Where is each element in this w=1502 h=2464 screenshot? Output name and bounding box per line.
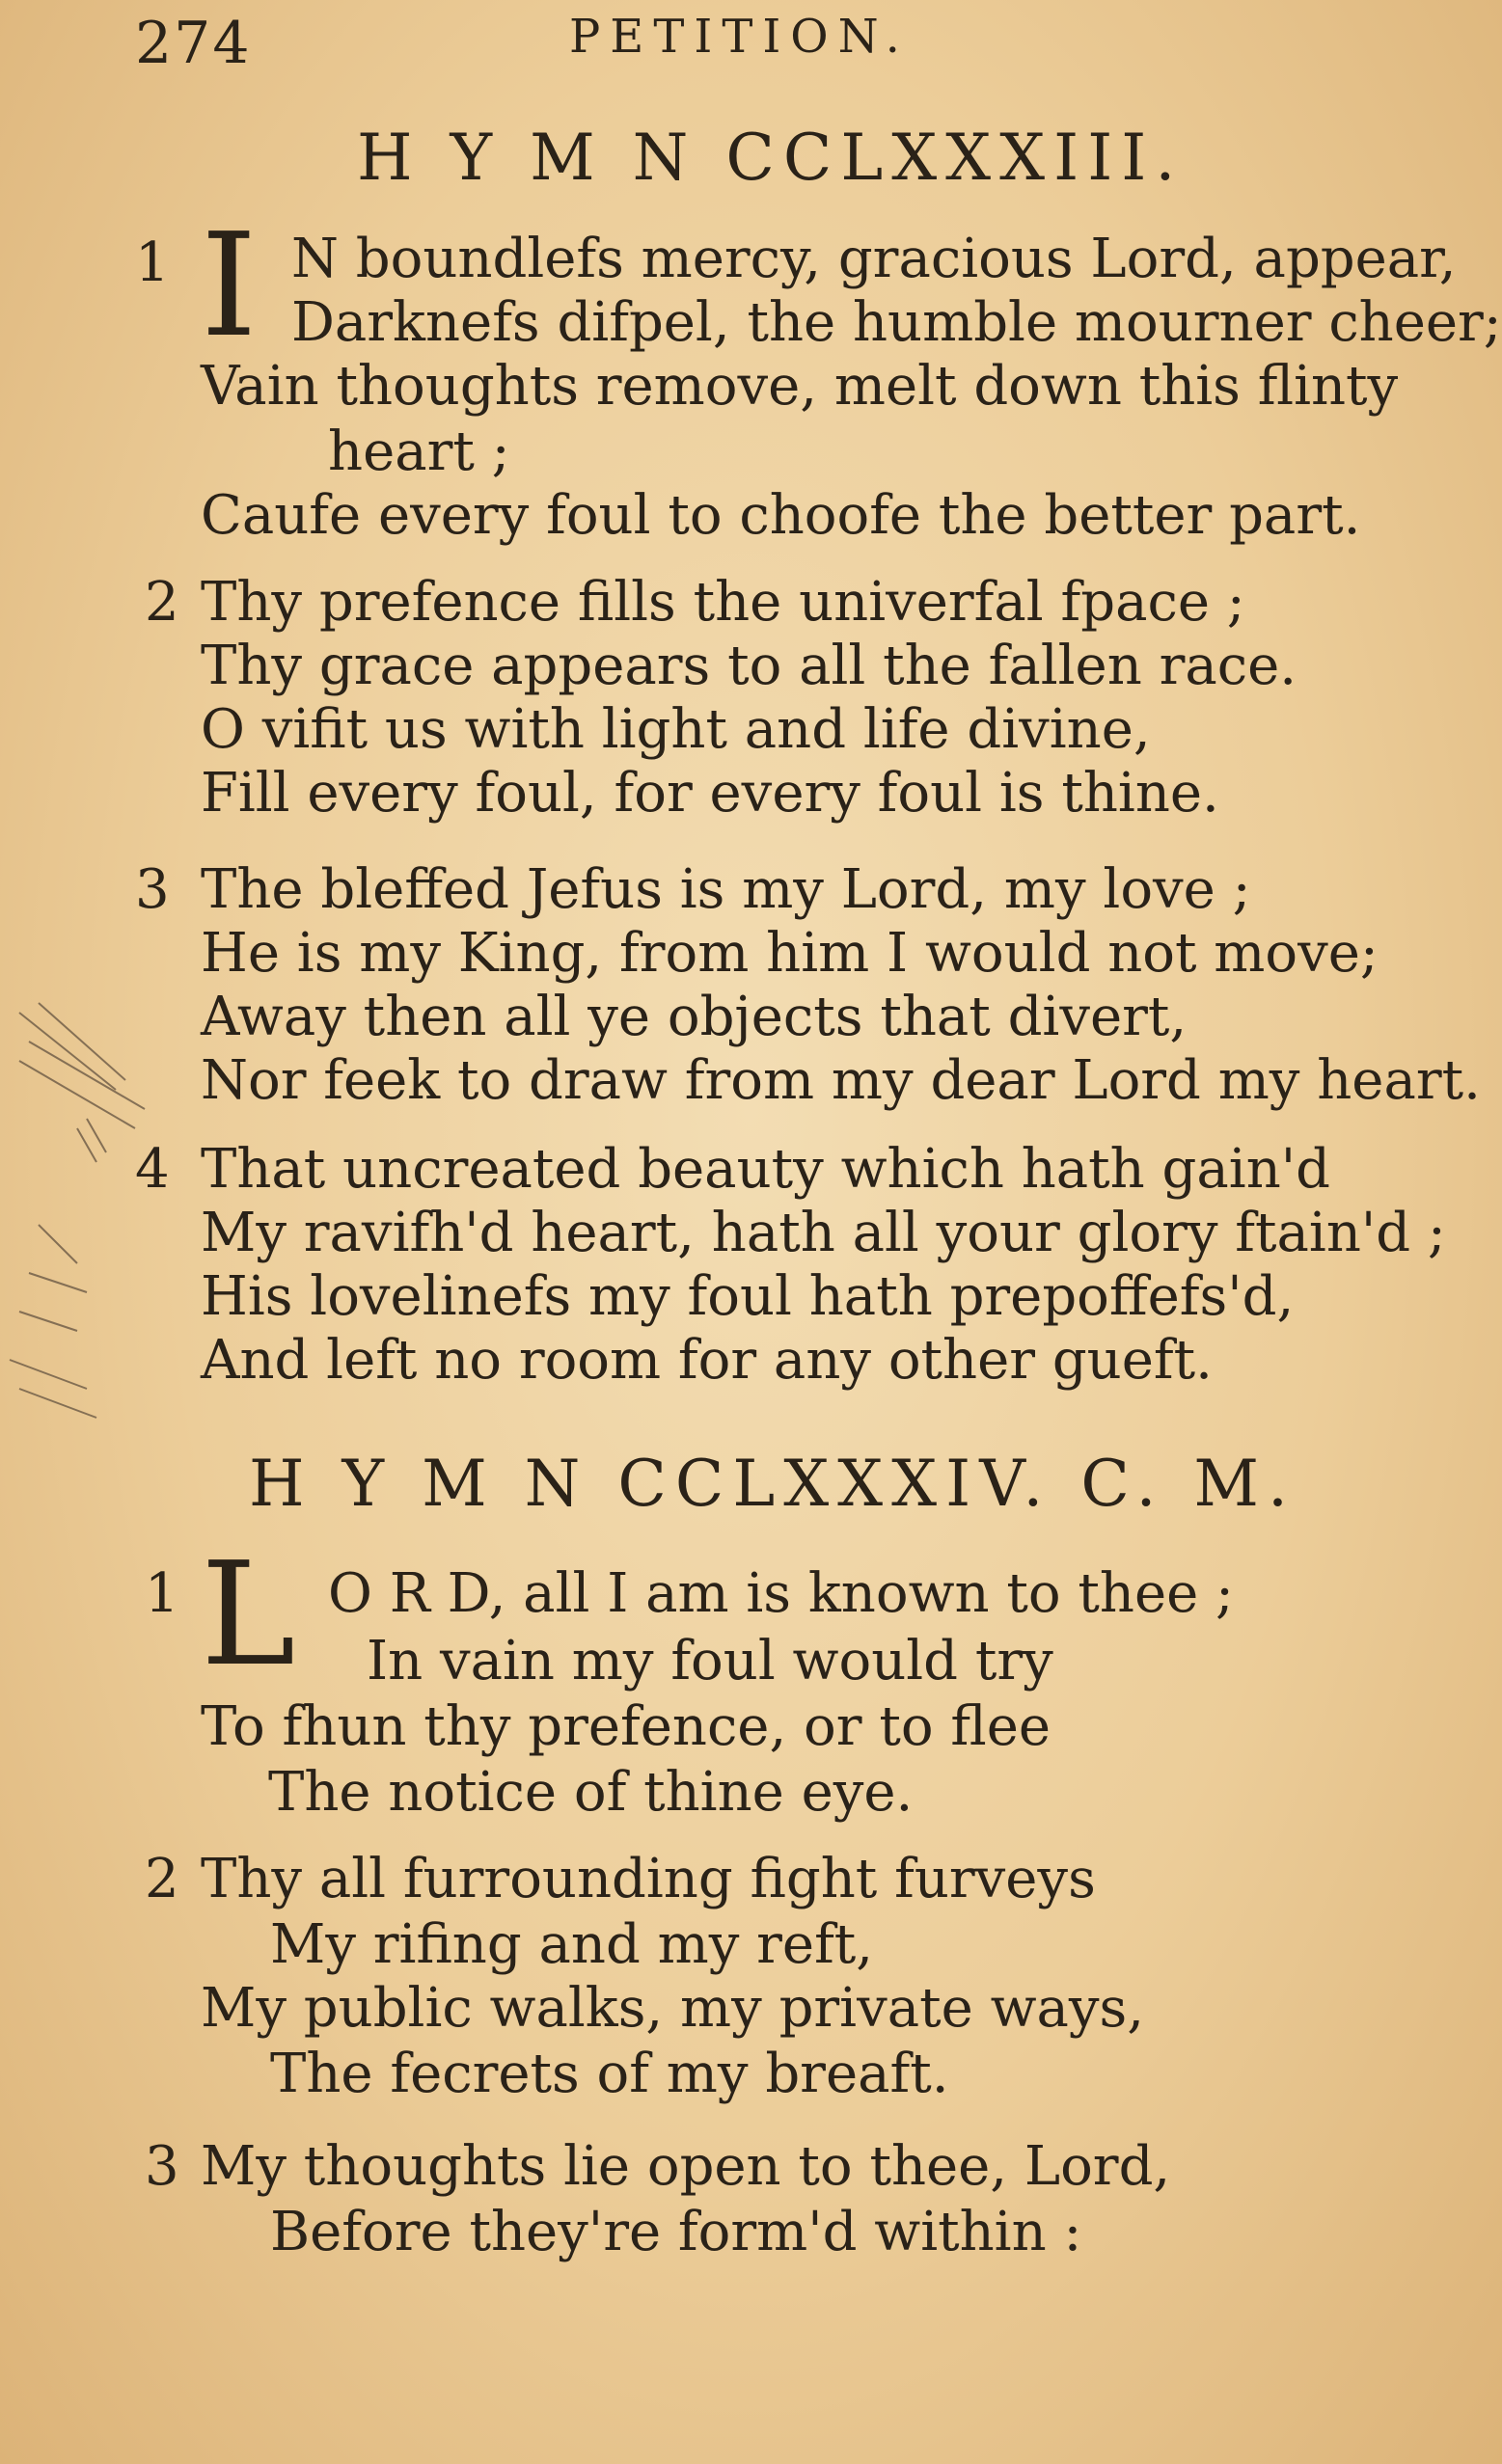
verse-number: 3 — [135, 858, 170, 921]
verse-line: heart ; — [328, 420, 510, 483]
drop-cap: I — [201, 203, 258, 368]
verse-number: 2 — [145, 1848, 179, 1910]
verse-line: Caufe every foul to choofe the better part. — [201, 484, 1361, 547]
verse-line: Nor feek to draw from my dear Lord my heart. — [201, 1049, 1481, 1112]
verse-number: 1 — [135, 231, 170, 294]
verse-line: Darknefs difpel, the humble mourner cheer; — [291, 291, 1502, 354]
verse-line: My rifing and my reft, — [270, 1913, 874, 1976]
hymn-title: H Y M N CCLXXXIV. C. M. — [249, 1447, 1297, 1521]
verse-number: 1 — [145, 1562, 179, 1625]
verse-line: To fhun thy prefence, or to flee — [201, 1695, 1051, 1758]
verse-line: Vain thoughts remove, melt down this flinty — [201, 355, 1399, 418]
verse-line: N boundlefs mercy, gracious Lord, appear, — [291, 228, 1457, 290]
page-number: 274 — [135, 10, 252, 77]
running-title: PETITION. — [569, 10, 910, 64]
verse-line: The notice of thine eye. — [268, 1761, 914, 1824]
verse-number: 4 — [135, 1138, 170, 1201]
verse-line: And left no room for any other gueft. — [201, 1329, 1213, 1392]
verse-line: He is my King, from him I would not move; — [201, 922, 1379, 985]
verse-line: Fill every foul, for every foul is thine. — [201, 762, 1219, 825]
verse-line: O vifit us with light and life divine, — [201, 698, 1151, 761]
verse-number: 3 — [145, 2135, 179, 2198]
verse-line: Thy all furrounding fight furveys — [201, 1848, 1096, 1910]
verse-line: My ravifh'd heart, hath all your glory ftain'd ; — [201, 1202, 1446, 1264]
verse-line: The fecrets of my breaft. — [270, 2043, 949, 2105]
verse-line: O R D, all I am is known to thee ; — [328, 1562, 1234, 1625]
verse-line: Away then all ye objects that divert, — [201, 986, 1188, 1048]
verse-line: That uncreated beauty which hath gain'd — [201, 1138, 1330, 1201]
verse-number: 2 — [145, 571, 179, 634]
verse-line: The bleffed Jefus is my Lord, my love ; — [201, 858, 1251, 921]
drop-cap: L — [201, 1531, 296, 1697]
verse-line: Thy grace appears to all the fallen race. — [201, 635, 1297, 697]
verse-line: In vain my foul would try — [367, 1630, 1053, 1692]
hymn-title: H Y M N CCLXXXIII. — [357, 121, 1185, 195]
verse-line: Thy prefence fills the univerfal fpace ; — [201, 571, 1245, 634]
verse-line: My public walks, my private ways, — [201, 1977, 1145, 2040]
verse-line: My thoughts lie open to thee, Lord, — [201, 2135, 1171, 2198]
margin-pencil-mark — [0, 984, 174, 1427]
verse-line: His lovelinefs my foul hath prepoffefs'd, — [201, 1265, 1295, 1328]
verse-line: Before they're form'd within : — [270, 2201, 1082, 2263]
